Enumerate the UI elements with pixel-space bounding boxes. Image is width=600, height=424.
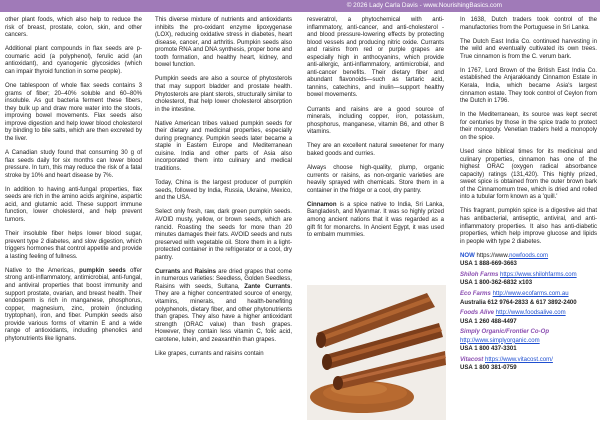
paragraph: Pumpkin seeds are also a source of phytosterols that may support bladder and prostate health. Phytosterols are plant sterols, structurally similar to cholesterol, that help lower cholesterol absorption in the intestine. (155, 76, 292, 113)
paragraph: This fragrant, pumpkin spice is a digestive aid that has antibacterial, antiseptic, antiviral, and anti-inflammatory properties. It also has anti-diabetic properties, which help improve glucose and lipids in people with type 2 diabetes. (460, 208, 597, 245)
source-vitacost (460, 357, 597, 365)
pumpkin-seeds-heading: pumpkin seeds (79, 267, 126, 274)
pumpkin-seeds-paragraph: Native to the Americas, pumpkin seeds offer strong anti-inflammatory, antimicrobial, anti-fungal, and antiviral properties that boost immunity and support prostate, ovarian, and breast health. Their endosperm is rich in manganese, phosphorus, copper, magnesium, zinc, protein (including tryptophan), iron, and fiber. Pumpkin seeds also provide various forms of vitamin E and a wide range of antioxidants, including phenolics and phytonutrients like lignans. (5, 267, 142, 342)
paragraph: Always choose high-quality, plump, organic currents or raisins, as non-organic varieties are heavily sprayed with chemicals. Store them in a container in the fridge or a cool, dry pantry. (307, 165, 444, 194)
paragraph: A Canadian study found that consuming 30 g of flax seeds daily for six months can lower blood pressure. In turn, this may reduce the risk of a fatal stroke by 10% and heart disease by 7%. (5, 149, 142, 179)
source-phone: USA 1 800-362-6832 x103 (460, 280, 533, 287)
source-eco (460, 291, 597, 299)
column-2 (155, 17, 292, 365)
cinnamon-illustration (307, 285, 446, 420)
paragraph: resveratrol, a phytochemical with anti-inflammatory, anti-cancer, and anti-cholesterol - and blood pressure-lowering effects by protecting blood vessels and producing nitric oxide. Currants and raisins from red or purple grapes are especially high in anthocyanins, which provide anti-allergic, anti-inflammatory, antimicrobial, and anti-cancer benefits. Their dietary fiber and abundant flavonoids—such as tartaric acid, tannins, catechins, and inulin—support healthy bowel movements. (307, 17, 444, 99)
paragraph: Select only fresh, raw, dark green pumpkin seeds. AVOID musty, yellow, or brown seeds, which are rancid. Roasting the seeds for more than 20 minutes damages their fats. AVOID seeds and nuts preserved with vegetable oil. Store them in a light-protected container in the refrigerator or a cool, dry pantry. (155, 209, 292, 261)
zante-currants-heading: Zante Currants (244, 283, 291, 290)
paragraph: Additional plant compounds in flax seeds are p-coumaric acid (a polyphenol), ferulic acid (an antioxidant), and cyanogenic glycosides (which can impair thyroid function in some people). (5, 46, 142, 75)
foods-alive-link[interactable]: http://www.foodsalive.com (495, 310, 566, 317)
paragraph: Currants and raisins are a good source of minerals, including copper, iron, potassium, phosphorus, manganese, vitamin B6, and other B vitamins. (307, 106, 444, 136)
cinnamon-heading: Cinnamon (307, 201, 337, 208)
paragraph: Native American tribes valued pumpkin seeds for their dietary and medicinal properties, especially during pregnancy. Pumpkin seeds later became a staple in Eastern Europe and Mediterranean cuisine. India and other parts of Asia also incorporated them into culinary and medical traditions. (155, 120, 292, 173)
cinnamon-paragraph: Cinnamon is a spice native to India, Sri Lanka, Bangladesh, and Myanmar. It was so highly prized among ancient nations that it was regarded as a gift fit for monarchs. In Ancient Egypt, it was used to embalm mummies. (307, 201, 444, 239)
paragraph: other plant foods, which also help to reduce the risk of breast, prostate, colon, skin, and other cancers. (5, 17, 142, 39)
paragraph: One tablespoon of whole flax seeds contains 3 grams of fiber; 20–40% soluble and 60–80% insoluble. As gut bacteria ferment these fibers, they bulk up and draw more water into the stools, improving bowel movements. Flax seeds also improve digestion and help lower blood cholesterol by binding to bile salts, which are then excreted by the liver. (5, 83, 142, 142)
source-phone: Australia 612 9764-2833 & 617 3892-2400 (460, 299, 577, 306)
source-now: NOW https://www.nowfoods.com (460, 252, 549, 259)
raisins-heading: Raisins (194, 268, 216, 275)
header-bar (0, 0, 600, 12)
shiloh-link[interactable]: https://www.shilohfarms.com (500, 271, 577, 278)
paragraph: This diverse mixture of nutrients and antioxidants inhibits the pro-oxidant enzyme lipoxygenase (LOX), reducing oxidative stress in diabetes, heart disease, cancer, and arthritis. Pumpkin seeds also promote RNA and DNA synthesis, proper bone and tooth formation, and healthy heart, kidney, and bowel function. (155, 17, 292, 69)
column-1 (5, 17, 142, 350)
copyright-text: © 2026 Lady Carla Davis - www.NourishingBasics.com (346, 2, 502, 9)
cinnamon-photo (307, 285, 446, 420)
paragraph: Their insoluble fiber helps lower blood sugar, prevent type 2 diabetes, and slow digestion, which triggers hormones that control appetite and provide a lasting feeling of fullness. (5, 231, 142, 260)
currants-raisins-paragraph: Currants and Raisins are dried grapes that come in numerous varieties: Seedless, Golden Seedless, Raisins with seeds, Sultana, Zante Currants. They are a higher concentrated source of energy, vitamins, minerals, and health-benefiting polyphenols, dietary fiber, and other phytonutrients than grapes. They also have a higher antioxidant strength (ORAC value) than fresh grapes. However, they contain less vitamin C, folic acid, carotene, lutein, and zeaxanthin than grapes. (155, 268, 293, 343)
column-3 (307, 17, 444, 246)
paragraph: In addition to having anti-fungal properties, flax seeds are rich in the amino acids arginine, aspartic acid, and glutamic acid. These support immune function, lower cholesterol, and help prevent tumors. (5, 186, 142, 223)
column-4 (460, 17, 597, 374)
brand-name: Foods Alive (460, 310, 495, 317)
brand-name: Vitacost (460, 356, 484, 363)
brand-name: NOW (460, 252, 475, 259)
source-phone: USA 1 800 437-3301 (460, 346, 517, 353)
source-phone: USA 1 800 381-0759 (460, 365, 517, 372)
paragraph: In the Mediterranean, its source was kept secret for centuries by those in the spice trade to protect their monopoly. Venetian traders held a monopoly on the spice. (460, 112, 597, 141)
eco-link[interactable]: http://www.ecofarms.com.au (492, 290, 569, 297)
brand-name: Simply Organic/Frontier Co-Op (460, 329, 550, 336)
paragraph: In 1638, Dutch traders took control of the manufactories from the Portuguese in Sri Lanka. (460, 17, 597, 31)
paragraph: Like grapes, currants and raisins contain (155, 350, 264, 357)
source-phone: USA 1 260 488-4497 (460, 318, 517, 325)
simply-link[interactable]: http://www.simplyorganic.com (460, 337, 540, 344)
source-shiloh (460, 272, 597, 280)
source-phone: USA 1 888-669-3663 (460, 261, 517, 268)
now-link[interactable]: nowfoods.com (509, 252, 549, 259)
paragraph: In 1767, Lord Brown of the British East India Co. established the Anjarakkandy Cinnamon Estate in Kerala, India, which became Asia's largest cinnamon estate. They took control of Ceylon from the Dutch in 1796. (460, 67, 597, 105)
brand-name: Shiloh Farms (460, 271, 499, 278)
vitacost-link[interactable]: https://www.vitacost.com/ (485, 356, 553, 363)
source-simply (460, 329, 597, 337)
currants-heading: Currants (155, 268, 181, 275)
paragraph: Used since biblical times for its medicinal and culinary properties, cinnamon has one of the highest ORAC (oxygen radical absorbance capacity) ratings (131,420). This highly prized, sweet spice is obtained from the outer brown bark of the Cinnamomum tree, which is dried and rolled into a tubular form known as a 'quill.' (460, 149, 597, 201)
paragraph: The Dutch East India Co. continued harvesting in the wild and eventually cultivated its own trees. True cinnamon is from the C. verum bark. (460, 38, 597, 60)
sources-list (460, 253, 597, 373)
brand-name: Eco Farms (460, 290, 491, 297)
paragraph: Today, China is the largest producer of pumpkin seeds, followed by India, Russia, Ukraine, Mexico, and the USA. (155, 180, 292, 202)
source-simply-link-row (460, 338, 597, 346)
source-foods-alive (460, 310, 597, 318)
paragraph: They are an excellent natural sweetener for many baked goods and curries. (307, 143, 444, 157)
